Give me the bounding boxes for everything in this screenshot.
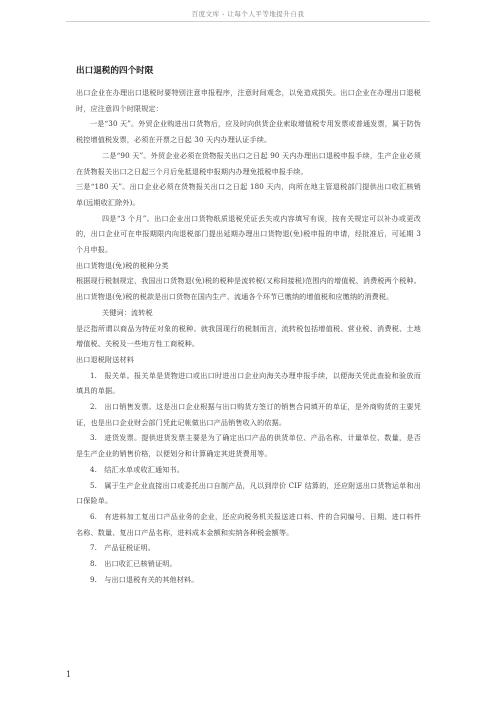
section-heading-tax-types: 出口货物退(免)税的税种分类 bbox=[76, 260, 169, 270]
time-limit-3-months: 四是“3 个月”。出口企业出口货物纸质退税凭证丢失或内容填写有误，按有关规定可以补办或更改的，出口企业可在申报期限内向退税部门提出延期办理出口货物退(免)税申报的申请，经批准后，可延期 3 个月申报。 bbox=[76, 213, 421, 255]
material-item-4: 4. 结汇水单或收汇通知书。 bbox=[90, 464, 184, 474]
tax-types-paragraph: 根据现行税制规定，我国出口货物退(免)税的税种是流转税(又称间接税)范围内的增值税、消费税两个税种。 bbox=[76, 276, 421, 286]
material-item-9: 9. 与出口退税有关的其他材料。 bbox=[90, 574, 199, 584]
tax-amount-paragraph: 出口货物退(免)税的税款是出口货物在国内生产、流通各个环节已缴纳的增值税和应缴纳的消费税。 bbox=[76, 292, 394, 302]
section-heading-materials: 出口退税附送材料 bbox=[76, 354, 134, 364]
page-header: 百度文库 - 让每个人平等地提升自我 bbox=[191, 10, 305, 18]
document-title: 出口退税的四个时限 bbox=[76, 66, 154, 76]
turnover-tax-definition: 是泛指所谓以商品为特征对象的税种。就我国现行的税制而言，流转税包括增值税、营业税、消费税、土地增值税、关税及一些地方性工商税种。 bbox=[76, 323, 421, 349]
time-limit-30-days: 一是“30 天”。外贸企业购进出口货物后，应及时向供货企业索取增值税专用发票或普通发票，属于防伪税控增值税发票，必须在开票之日起 30 天内办理认证手续。 bbox=[76, 119, 421, 145]
material-item-5: 5. 属于生产企业直接出口或委托出口自制产品，凡以到岸价 CIF 结算的，还应附送出口货物运单和出口保险单。 bbox=[76, 480, 421, 506]
keyword-line: 关键词：流转税 bbox=[102, 307, 153, 317]
material-item-7: 7. 产品征税证明。 bbox=[90, 543, 156, 553]
material-item-1: 1. 报关单。报关单是货物进口或出口时进出口企业向海关办理申报手续，以便海关凭此查验和验放而填具的单据。 bbox=[76, 370, 421, 396]
material-item-3: 3. 进货发票。提供进货发票主要是为了确定出口产品的供货单位、产品名称、计量单位、数量，是否是生产企业的销售价格，以便划分和计算确定其进货费用等。 bbox=[76, 433, 421, 459]
material-item-8: 8. 出口收汇已核销证明。 bbox=[90, 559, 177, 569]
material-item-2: 2. 出口销售发票。这是出口企业根据与出口购货方签订的销售合同填开的单证，是外商购货的主要凭证，也是出口企业财会部门凭此记帐做出口产品销售收入的依据。 bbox=[76, 402, 421, 427]
time-limit-180-days: 三是“180 天”。出口企业必须在货物报关出口之日起 180 天内，向所在地主管退税部门提供出口收汇核销单(远期收汇除外)。 bbox=[76, 182, 421, 207]
header-divider bbox=[66, 21, 430, 22]
intro-paragraph: 出口企业在办理出口退税时要特别注意申报程序，注意时间观念，以免造成损失。出口企业在办理出口退税时，应注意四个时限规定： bbox=[76, 88, 421, 113]
time-limit-90-days: 二是“90 天”。外贸企业必须在货物报关出口之日起 90 天内办理出口退税申报手续，生产企业必须在货物报关出口之日起三个月后免抵退税申报期内办理免抵税申报手续。 bbox=[76, 150, 421, 176]
page-number: 1 bbox=[66, 670, 72, 679]
material-item-6: 6. 有进料加工复出口产品业务的企业，还应向税务机关报送进口料、件的合同编号、日期、进口料件名称、数量、复出口产品名称，进料成本金额和实纳各种税金额等。 bbox=[76, 511, 421, 537]
document-body bbox=[76, 85, 421, 588]
